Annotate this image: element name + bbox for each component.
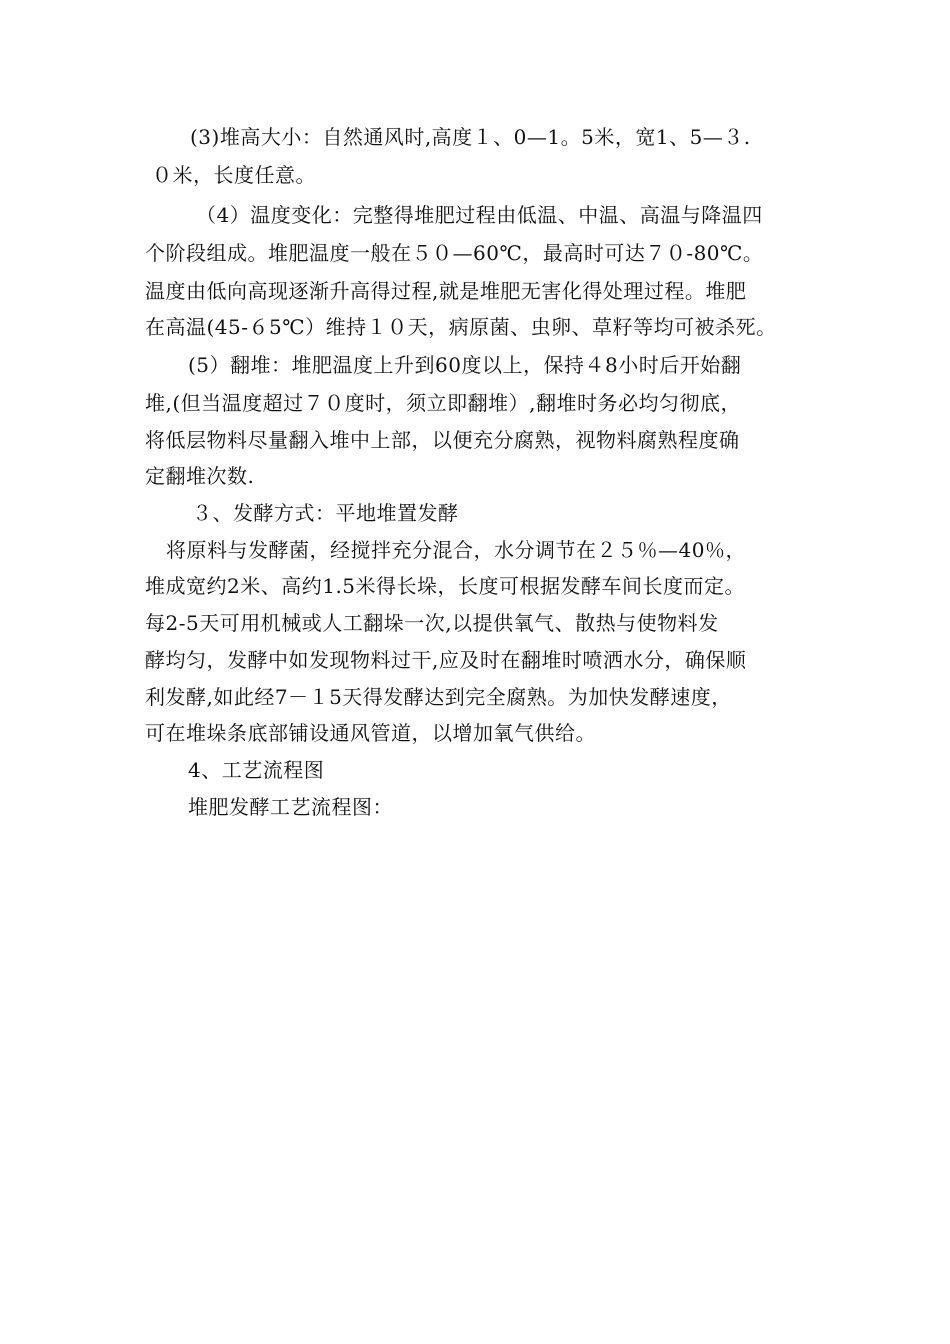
paragraph-temperature-line-3: 温度由低向高现逐渐升高得过程,就是堆肥无害化得处理过程。堆肥 xyxy=(145,279,747,303)
paragraph-temperature-line-1: （4）温度变化：完整得堆肥过程由低温、中温、高温与降温四 xyxy=(196,203,763,227)
paragraph-fermentation-line-6: 可在堆垛条底部铺设通风管道，以增加氧气供给。 xyxy=(145,721,596,745)
paragraph-heap-size-line-2: ０米，长度任意。 xyxy=(152,163,316,187)
figure-caption-process-flow: 堆肥发酵工艺流程图： xyxy=(188,795,393,819)
section-heading-process-flow: 4、工艺流程图 xyxy=(188,758,325,782)
section-heading-fermentation-method: ３、发酵方式：平地堆置发酵 xyxy=(192,501,459,525)
paragraph-turning-line-3: 将低层物料尽量翻入堆中上部，以便充分腐熟，视物料腐熟程度确 xyxy=(145,428,740,452)
paragraph-fermentation-line-2: 堆成宽约2米、高约1.5米得长垛，长度可根据发酵车间长度而定。 xyxy=(145,574,746,598)
paragraph-fermentation-line-3: 每2-5天可用机械或人工翻垛一次,以提供氧气、散热与使物料发 xyxy=(145,611,719,635)
paragraph-fermentation-line-1: 将原料与发酵菌，经搅拌充分混合，水分调节在２５％—40％， xyxy=(166,538,746,562)
paragraph-turning-line-2: 堆,(但当温度超过７０度时，须立即翻堆）,翻堆时务必均匀彻底， xyxy=(145,391,742,415)
paragraph-turning-line-4: 定翻堆次数. xyxy=(145,464,255,488)
paragraph-heap-size-line-1: (3)堆高大小：自然通风时,高度１、0—1。5米，宽1、5—３. xyxy=(190,125,751,149)
paragraph-temperature-line-2: 个阶段组成。堆肥温度一般在５０—60℃，最高时可达７０-80℃。 xyxy=(145,241,764,265)
paragraph-turning-line-1: (5）翻堆：堆肥温度上升到60度以上，保持４8小时后开始翻 xyxy=(188,353,742,377)
paragraph-fermentation-line-5: 利发酵,如此经7－１5天得发酵达到完全腐熟。为加快发酵速度， xyxy=(145,685,732,709)
paragraph-temperature-line-4: 在高温(45-６5℃）维持１０天，病原菌、虫卵、草籽等均可被杀死。 xyxy=(145,315,777,339)
paragraph-fermentation-line-4: 酵均匀，发酵中如发现物料过干,应及时在翻堆时喷洒水分，确保顺 xyxy=(145,648,747,672)
